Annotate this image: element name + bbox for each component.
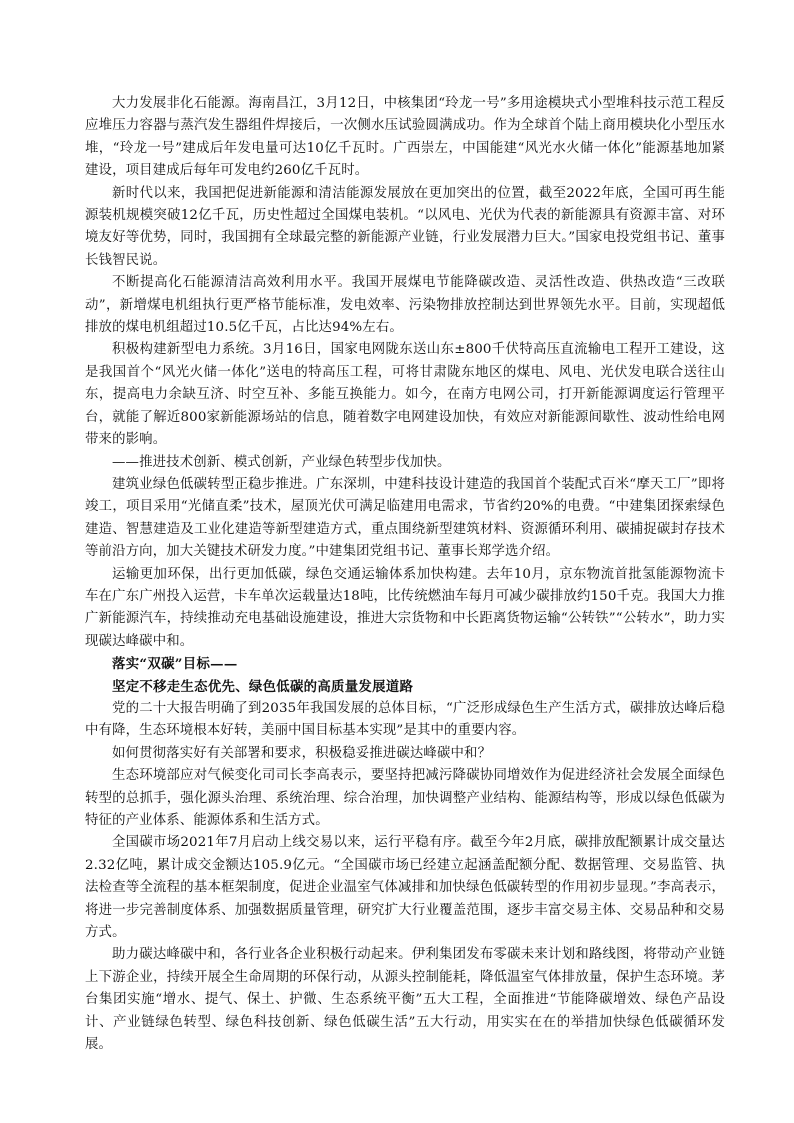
paragraph-green-building: 建筑业绿色低碳转型正稳步推进。广东深圳，中建科技设计建造的我国首个装配式百米“摩天工厂”即将竣工，项目采用“光储直柔”技术，屋顶光伏可满足临建用电需求，节省约20%的电费。“中建集团探索绿色建造、智慧建造及工业化建造等新型建造方式，重点围绕新型建筑材料、资源循环利用、碳捕捉碳封存技术等前沿方向，加大关键技术研发力度。”中建集团党组书记、董事长郑学选介绍。 <box>85 476 725 560</box>
paragraph-twentieth-congress: 党的二十大报告明确了到2035年我国发展的总体目标，“广泛形成绿色生产生活方式，碳排放达峰后稳中有降，生态环境根本好转，美丽中国目标基本实现”是其中的重要内容。 <box>85 700 725 739</box>
paragraph-power-system: 积极构建新型电力系统。3月16日，国家电网陇东送山东±800千伏特高压直流输电工程开工建设，这是我国首个“风光火储一体化”送电的特高压工程，可将甘肃陇东地区的煤电、风电、光伏发电联合送往山东，提高电力余缺互济、时空互补、多能互换能力。如今，在南方电网公司，打开新能源调度运行管理平台，就能了解近800家新能源场站的信息，随着数字电网建设加快，有效应对新能源间歇性、波动性给电网带来的影响。 <box>85 342 725 448</box>
article-body <box>85 93 725 1056</box>
paragraph-tech-innovation: ——推进技术创新、模式创新，产业绿色转型步伐加快。 <box>112 454 451 470</box>
section-heading-dual-carbon: 落实“双碳”目标—— <box>112 656 238 673</box>
paragraph-carbon-market: 全国碳市场2021年7月启动上线交易以来，运行平稳有序。截至今年2月底，碳排放配额累计成交量达2.32亿吨，累计成交金额达105.9亿元。“全国碳市场已经建立起涵盖配额分配、数据管理、交易监管、执法检查等全流程的基本框架制度，促进企业温室气体减排和加快绿色低碳转型的作用初步显现。”李高表示，将进一步完善制度体系、加强数据质量管理，研究扩大行业覆盖范围，逐步丰富交易主体、交易品种和交易方式。 <box>85 835 725 941</box>
paragraph-li-gao-strategy: 生态环境部应对气候变化司司长李高表示，要坚持把减污降碳协同增效作为促进经济社会发展全面绿色转型的总抓手，强化源头治理、系统治理、综合治理，加快调整产业结构、能源结构等，形成以绿色低碳为特征的产业体系、能源体系和生活方式。 <box>85 768 725 828</box>
paragraph-green-transport: 运输更加环保，出行更加低碳，绿色交通运输体系加快构建。去年10月，京东物流首批氢能源物流卡车在广东广州投入运营，卡车单次运载量达18吨，比传统燃油车每月可减少碳排放约150千克。我国大力推广新能源汽车，持续推动充电基础设施建设，推进大宗货物和中长距离货物运输“公转铁”“公转水”，助力实现碳达峰碳中和。 <box>85 566 725 649</box>
paragraph-question: 如何贯彻落实好有关部署和要求，积极稳妥推进碳达峰碳中和？ <box>112 745 492 761</box>
paragraph-enterprise-action: 助力碳达峰碳中和，各行业各企业积极行动起来。伊利集团发布零碳未来计划和路线图，将带动产业链上下游企业，持续开展全生命周期的环保行动，从源头控制能耗，降低温室气体排放量，保护生态环境。茅台集团实施“增水、提气、保土、护微、生态系统平衡”五大工程，全面推进“节能降碳增效、绿色产品设计、产业链绿色转型、绿色科技创新、绿色低碳生活”五大行动，用实实在在的举措加快绿色低碳循环发展。 <box>85 947 725 1053</box>
paragraph-fossil-efficiency: 不断提高化石能源清洁高效利用水平。我国开展煤电节能降碳改造、灵活性改造、供热改造“三改联动”，新增煤电机组执行更严格节能标准，发电效率、污染物排放控制达到世界领先水平。目前，实现超低排放的煤电机组超过10.5亿千瓦，占比达94%左右。 <box>85 275 725 336</box>
section-subheading-green-development: 坚定不移走生态优先、绿色低碳的高质量发展道路 <box>112 678 414 695</box>
paragraph-nonfossil-energy: 大力发展非化石能源。海南昌江，3月12日，中核集团“玲龙一号”多用途模块式小型堆科技示范工程反应堆压力容器与蒸汽发生器组件焊接后，一次侧水压试验圆满成功。作为全球首个陆上商用模块化小型压水堆，“玲龙一号”建成后年发电量可达10亿千瓦时。广西崇左，中国能建“风光水火储一体化”能源基地加紧建设，项目建成后每年可发电约260亿千瓦时。 <box>85 96 725 179</box>
paragraph-new-era-energy: 新时代以来，我国把促进新能源和清洁能源发展放在更加突出的位置，截至2022年底，全国可再生能源装机规模突破12亿千瓦，历史性超过全国煤电装机。“以风电、光伏为代表的新能源具有资源丰富、对环境友好等优势，同时，我国拥有全球最完整的新能源产业链，行业发展潜力巨大。”国家电投党组书记、董事长钱智民说。 <box>85 185 725 268</box>
